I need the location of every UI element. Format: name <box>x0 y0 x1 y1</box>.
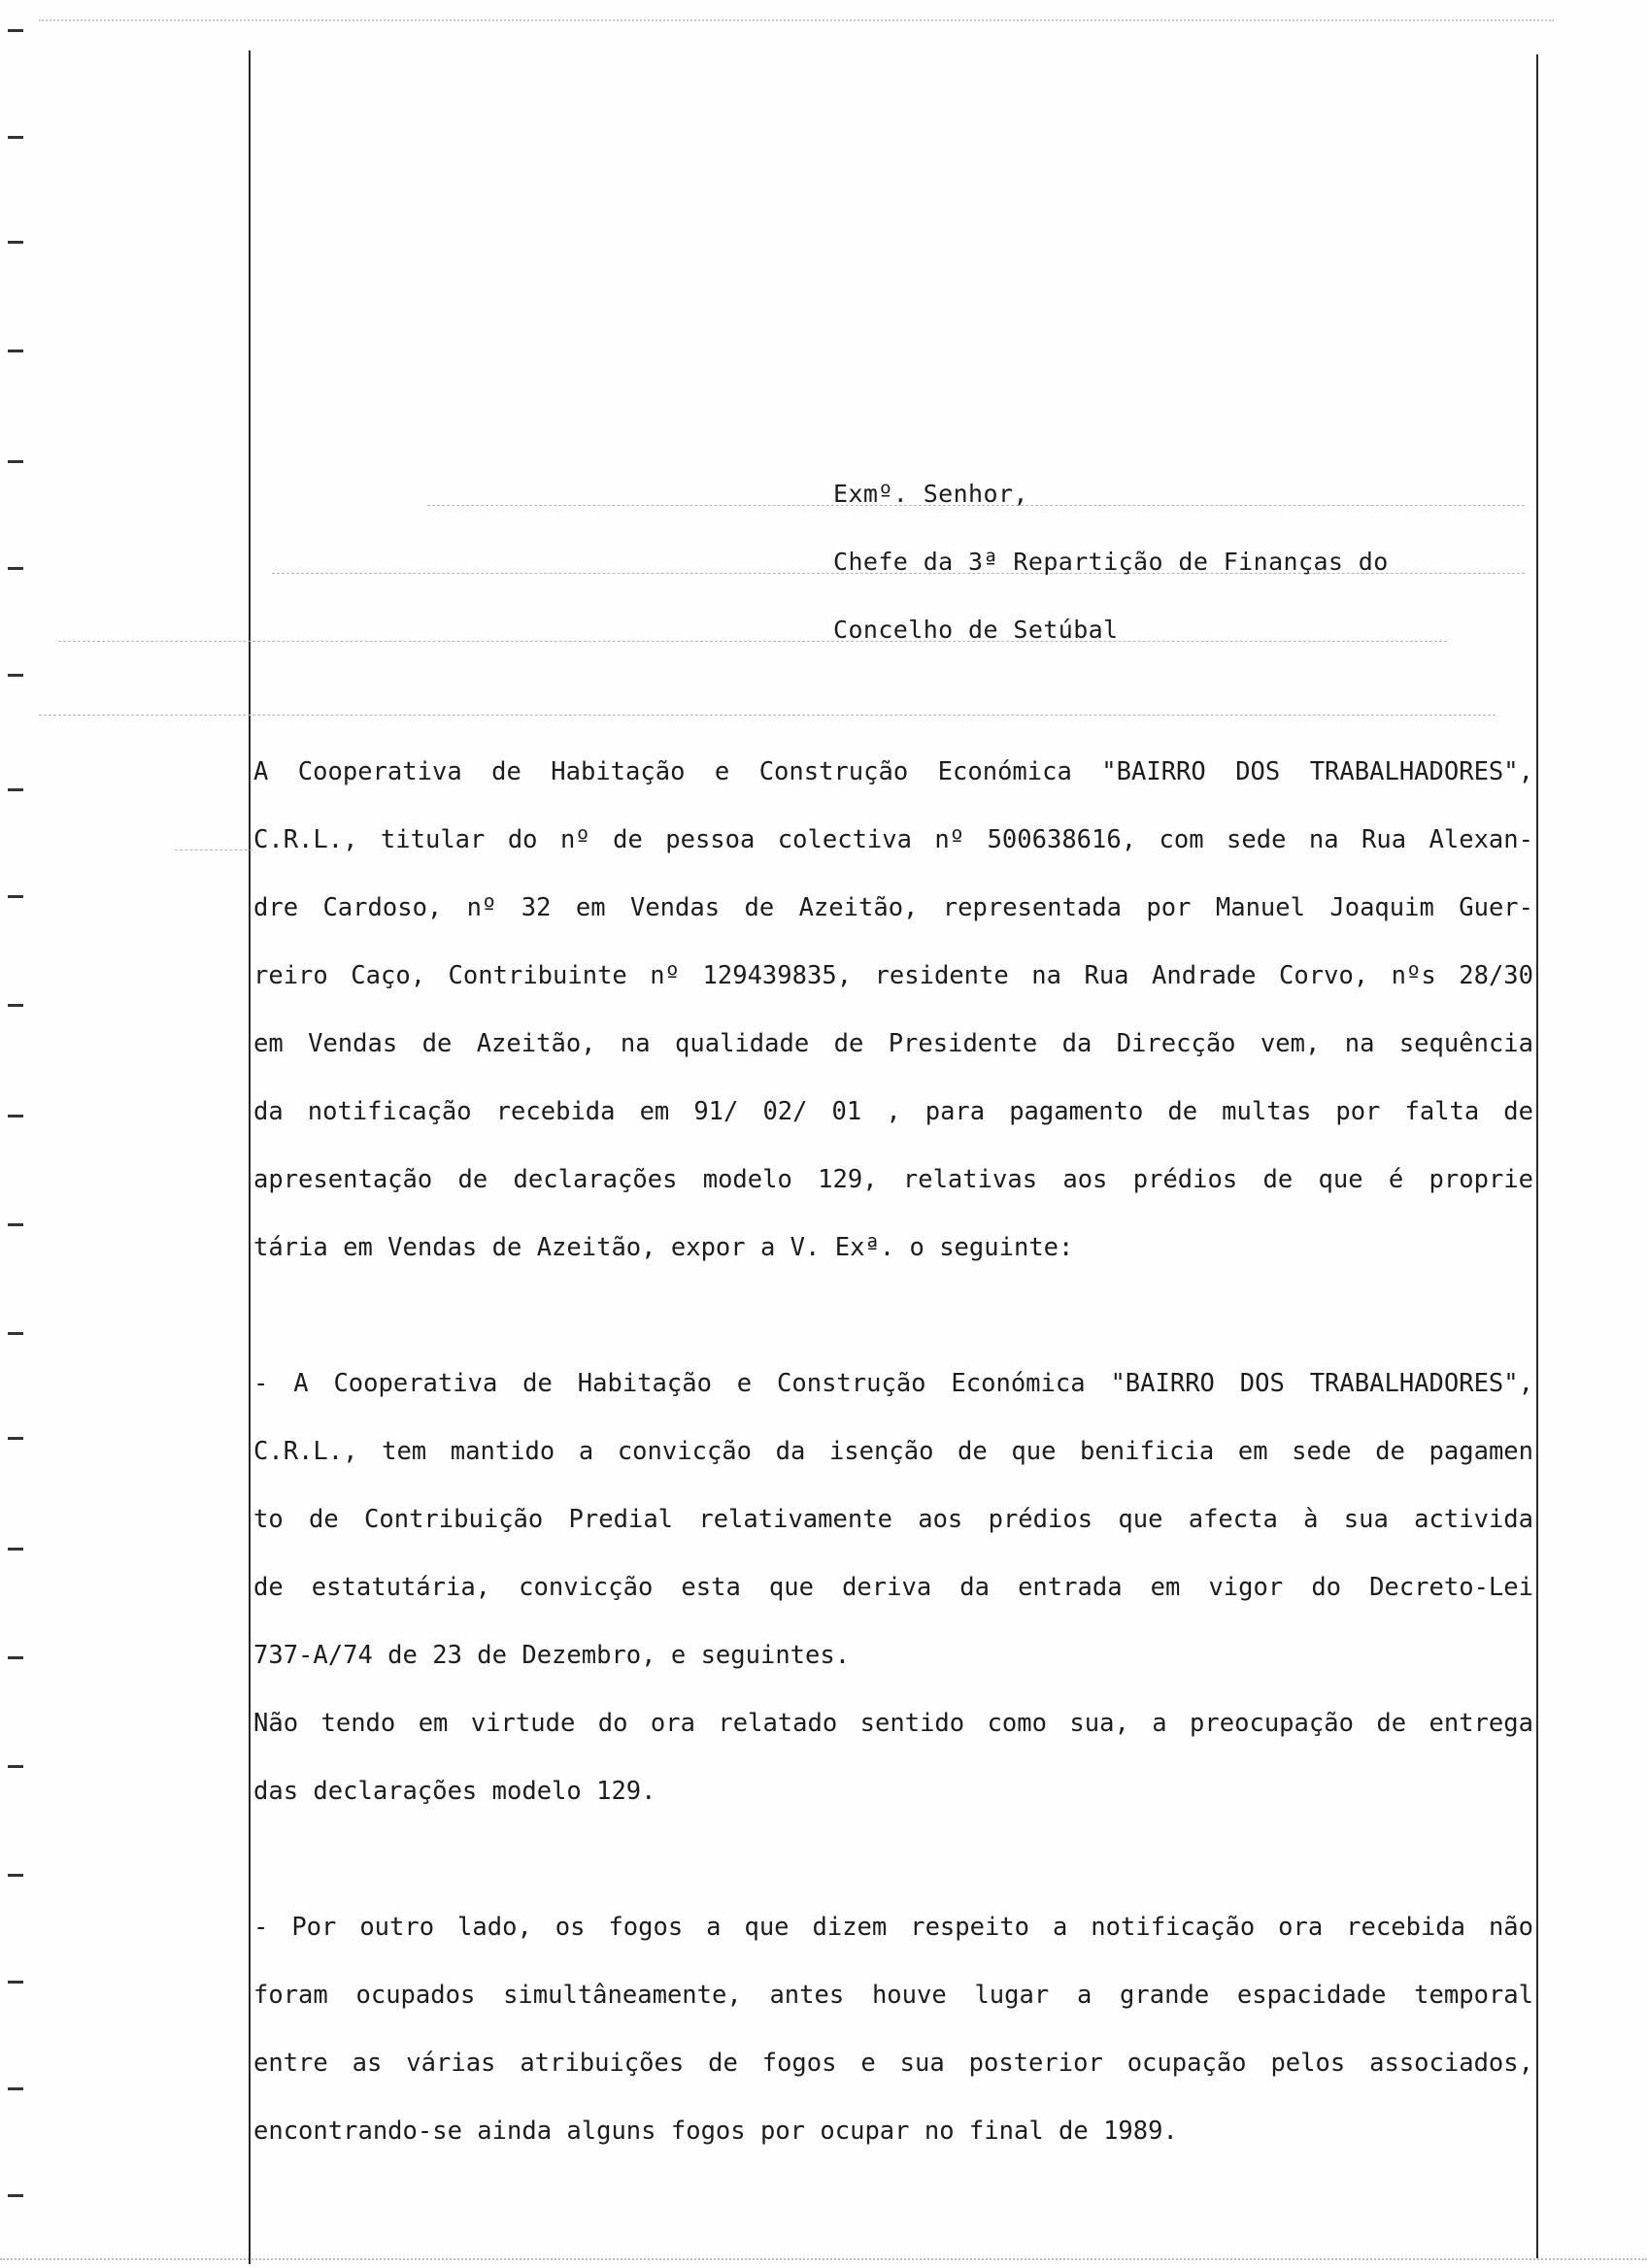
salutation: Exmº. Senhor, <box>833 480 1028 508</box>
margin-tick <box>8 1765 23 1768</box>
margin-tick <box>8 2087 23 2090</box>
margin-tick <box>8 136 23 139</box>
margin-tick <box>8 1656 23 1659</box>
margin-tick <box>8 1981 23 1984</box>
text-line: A Cooperativa de Habitação e Construção Económica "BAIRRO DOS TRABALHADORES", <box>253 757 1533 786</box>
guide-line <box>175 850 252 851</box>
text-line: das declarações modelo 129. <box>253 1777 656 1806</box>
text-line: - Por outro lado, os fogos a que dizem respeito a notificação ora recebida não <box>253 1913 1533 1942</box>
text-line: apresentação de declarações modelo 129, relativas aos prédios de que é proprie <box>253 1165 1533 1194</box>
addressee-line-2: Concelho de Setúbal <box>833 616 1119 644</box>
addressee-line-1: Chefe da 3ª Repartição de Finanças do <box>833 548 1389 576</box>
margin-tick <box>8 788 23 791</box>
paragraph-declarations <box>253 1689 1533 1825</box>
margin-tick <box>8 1548 23 1551</box>
margin-tick <box>8 29 23 32</box>
text-line: foram ocupados simultâneamente, antes houve lugar a grande espacidade temporal <box>253 1981 1533 2010</box>
text-line: tária em Vendas de Azeitão, expor a V. Exª. o seguinte: <box>253 1233 1074 1262</box>
paragraph-exemption <box>253 1350 1533 1689</box>
margin-tick <box>8 1004 23 1007</box>
margin-tick <box>8 350 23 352</box>
text-line: da notificação recebida em 91/ 02/ 01 , para pagamento de multas por falta de <box>253 1097 1533 1126</box>
text-line: Não tendo em virtude do ora relatado sentido como sua, a preocupação de entrega <box>253 1709 1533 1738</box>
top-edge-speckle <box>39 19 1554 23</box>
left-margin-rule <box>249 50 251 2264</box>
margin-tick <box>8 895 23 898</box>
guide-line <box>39 715 1496 717</box>
margin-tick <box>8 241 23 244</box>
paragraph-occupation <box>253 1893 1533 2165</box>
bottom-edge-speckle <box>0 2258 1647 2262</box>
right-margin-rule <box>1536 54 1538 2258</box>
margin-tick <box>8 1223 23 1226</box>
text-line: to de Contribuição Predial relativamente aos prédios que afecta à sua activida <box>253 1505 1533 1534</box>
text-line: encontrando-se ainda alguns fogos por ocupar no final de 1989. <box>253 2117 1178 2146</box>
letter-body <box>253 738 1533 2165</box>
text-line: reiro Caço, Contribuinte nº 129439835, residente na Rua Andrade Corvo, nºs 28/30 <box>253 961 1533 990</box>
text-line: - A Cooperativa de Habitação e Construção Económica "BAIRRO DOS TRABALHADORES", <box>253 1369 1533 1398</box>
paragraph-intro <box>253 738 1533 1282</box>
margin-tick <box>8 1115 23 1117</box>
text-line: C.R.L., titular do nº de pessoa colectiva nº 500638616, com sede na Rua Alexan- <box>253 825 1533 854</box>
text-line: C.R.L., tem mantido a convicção da isenção de que benificia em sede de pagamen <box>253 1437 1533 1466</box>
margin-tick <box>8 567 23 570</box>
text-line: dre Cardoso, nº 32 em Vendas de Azeitão, representada por Manuel Joaquim Guer- <box>253 893 1533 922</box>
margin-tick <box>8 1874 23 1877</box>
text-line: 737-A/74 de 23 de Dezembro, e seguintes. <box>253 1641 851 1670</box>
guide-line <box>58 641 1447 643</box>
text-line: entre as várias atribuições de fogos e sua posterior ocupação pelos associados, <box>253 2049 1533 2078</box>
margin-tick <box>8 1437 23 1440</box>
text-line: de estatutária, convicção esta que deriva da entrada em vigor do Decreto-Lei <box>253 1573 1533 1602</box>
text-line: em Vendas de Azeitão, na qualidade de Presidente da Direcção vem, na sequência <box>253 1029 1533 1058</box>
margin-tick <box>8 1332 23 1335</box>
margin-tick <box>8 460 23 463</box>
margin-tick <box>8 674 23 677</box>
margin-tick <box>8 2194 23 2197</box>
